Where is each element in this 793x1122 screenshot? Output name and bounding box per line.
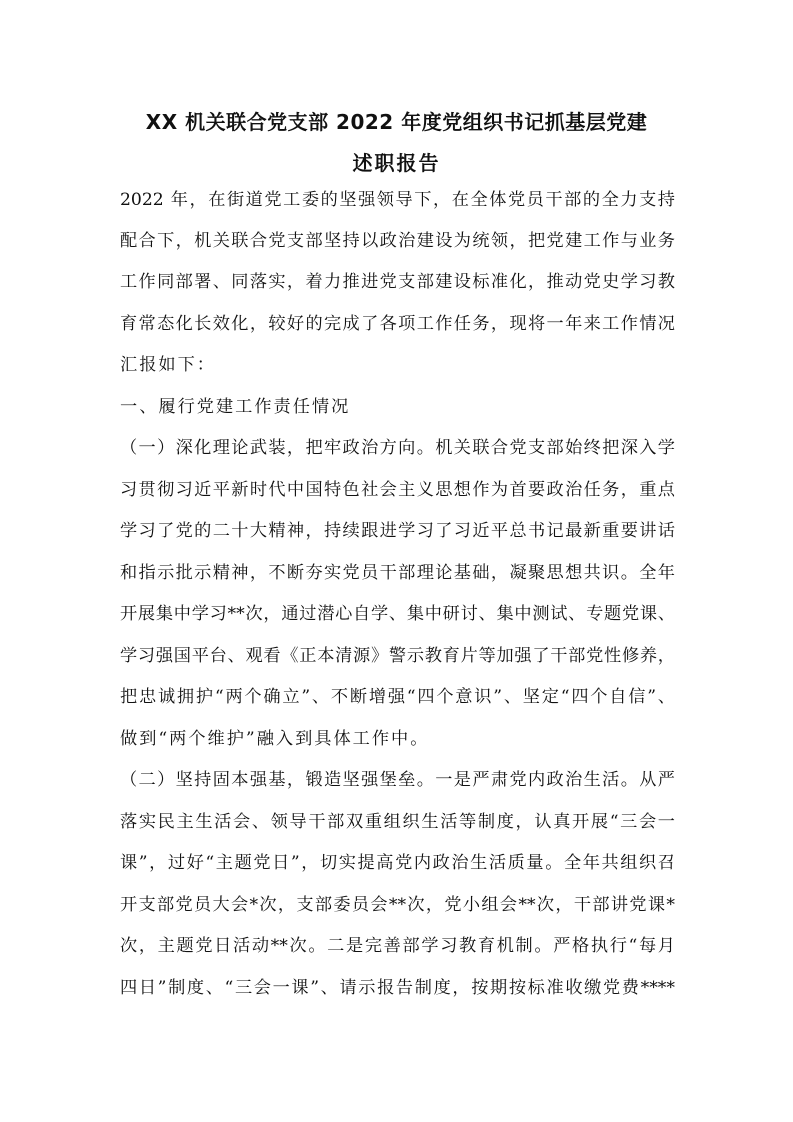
body-line: 做到“两个维护”融入到具体工作中。 (120, 729, 430, 749)
body-line: （二）坚持固本强基，锻造坚强堡垒。一是严肃党内政治生活。从严 (120, 770, 675, 790)
body-line: （一）深化理论武装，把牢政治方向。机关联合党支部始终把深入学 (120, 438, 675, 458)
body-line: 2022 年，在街道党工委的坚强领导下，在全体党员干部的全力支持 (120, 190, 675, 210)
body-line: 学习强国平台、观看《正本清源》警示教育片等加强了干部党性修养， (120, 646, 675, 666)
body-line: 育常态化长效化，较好的完成了各项工作任务，现将一年来工作情况 (120, 314, 675, 334)
section-heading: 一、履行党建工作责任情况 (120, 397, 351, 417)
body-line: 开支部党员大会*次，支部委员会**次，党小组会**次，干部讲党课* (120, 895, 675, 915)
body-line: 汇报如下： (120, 355, 216, 375)
body-line: 习贯彻习近平新时代中国特色社会主义思想作为首要政治任务，重点 (120, 480, 675, 500)
body-line: 开展集中学习**次，通过潜心自学、集中研讨、集中测试、专题党课、 (120, 604, 675, 624)
body-line: 工作同部署、同落实，着力推进党支部建设标准化，推动党史学习教 (120, 272, 675, 292)
body-line: 四日”制度、“三会一课”、请示报告制度，按期按标准收缴党费**** (120, 978, 675, 998)
report-title-line-2: 述职报告 (352, 151, 441, 175)
body-line: 配合下，机关联合党支部坚持以政治建设为统领，把党建工作与业务 (120, 231, 675, 251)
body-line: 把忠诚拥护“两个确立”、不断增强“四个意识”、坚定“四个自信”、 (120, 687, 675, 707)
body-line: 次，主题党日活动**次。二是完善部学习教育机制。严格执行“每月 (120, 936, 675, 956)
body-line: 落实民主生活会、领导干部双重组织生活等制度，认真开展“三会一 (120, 812, 675, 832)
body-line: 课”，过好“主题党日”，切实提高党内政治生活质量。全年共组织召 (120, 853, 675, 873)
report-title-line-1: XX 机关联合党支部 2022 年度党组织书记抓基层党建 (145, 110, 648, 134)
body-line: 学习了党的二十大精神，持续跟进学习了习近平总书记最新重要讲话 (120, 521, 675, 541)
body-line: 和指示批示精神，不断夯实党员干部理论基础，凝聚思想共识。全年 (120, 563, 675, 583)
